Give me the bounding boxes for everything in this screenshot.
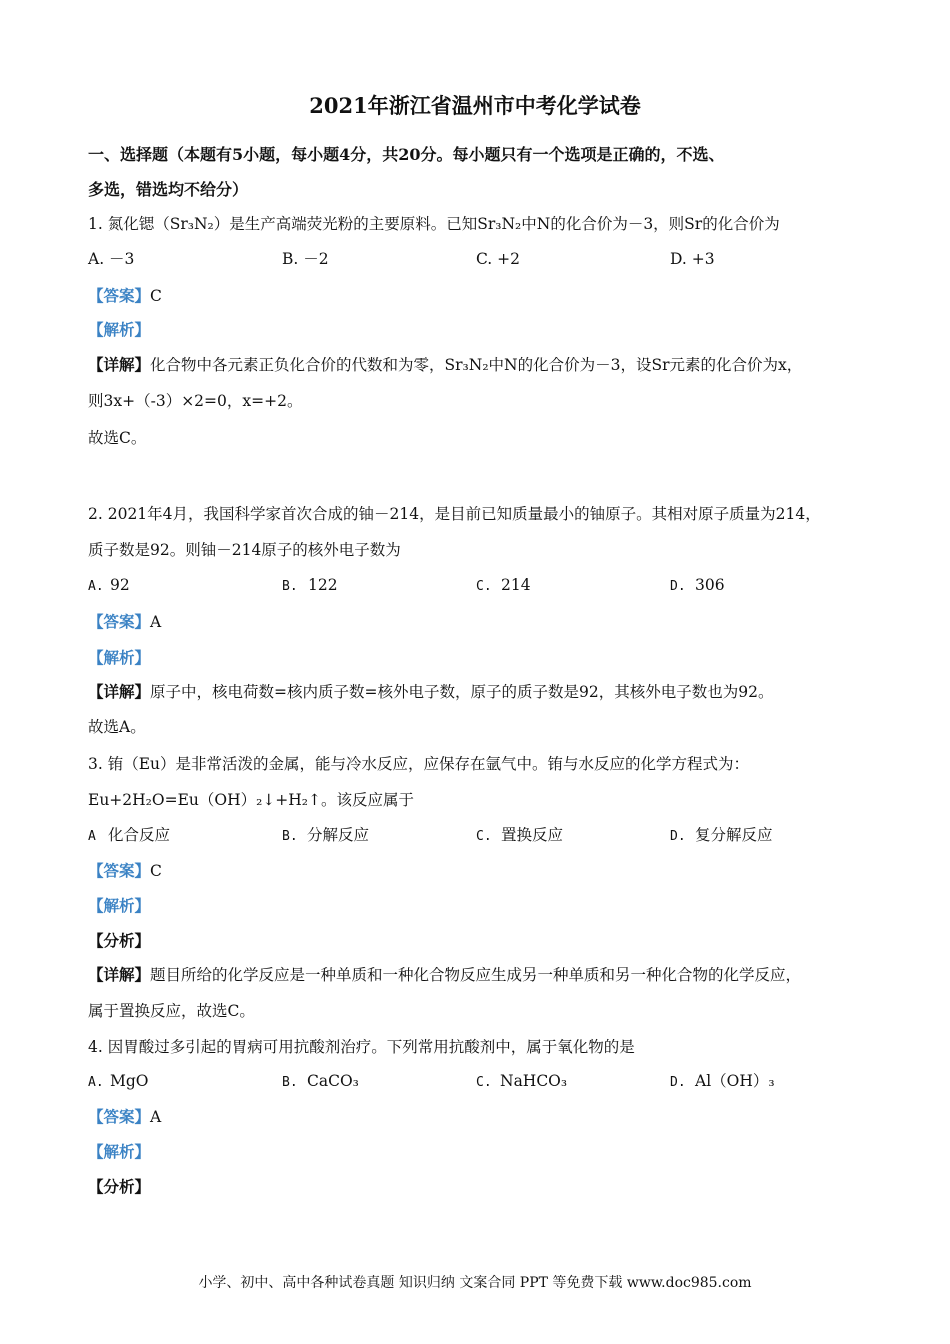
page-title: 2021年浙江省温州市中考化学试卷	[309, 93, 641, 118]
q2-stem-line2: 质子数是92。则铀－214原子的核外电子数为	[88, 541, 401, 559]
q2-detail	[88, 684, 773, 701]
section-heading-line1: 一、选择题（本题有5小题，每小题4分，共20分。每小题只有一个选项是正确的，不选、	[88, 145, 725, 164]
q1-detail-line2: 则3x+（-3）×2=0，x=+2。	[88, 392, 303, 410]
q3-answer	[88, 863, 162, 880]
detail-tag: 【详解】	[88, 682, 151, 701]
q3-fenxi	[88, 933, 150, 950]
q4-option-c-text: NaHCO₃	[500, 1072, 568, 1090]
q1-detail-text: 化合物中各元素正负化合价的代数和为零，Sr₃N₂中N的化合价为－3，设Sr元素的化合价为x，	[150, 356, 803, 374]
q2-option-a-text: 92	[110, 576, 130, 594]
q2-detail-text: 原子中，核电荷数=核内质子数=核外电子数，原子的质子数是92，其核外电子数也为92。	[150, 683, 774, 701]
q1-stem: 1. 氮化锶（Sr₃N₂）是生产高端荧光粉的主要原料。已知Sr₃N₂中N的化合价为－3，则Sr的化合价为	[88, 215, 780, 233]
q4-answer-value: A	[150, 1108, 162, 1126]
section-heading-line2: 多选，错选均不给分）	[88, 180, 249, 199]
answer-tag: 【答案】	[88, 861, 151, 880]
q3-stem-line2: Eu+2H₂O=Eu（OH）₂↓+H₂↑。该反应属于	[88, 791, 415, 809]
q3-option-d-letter: D.	[670, 829, 686, 844]
q3-option-a-text: 化合反应	[108, 826, 171, 844]
q4-option-b-letter: B.	[282, 1075, 298, 1090]
q2-option-d-letter: D.	[670, 579, 686, 594]
q2-answer	[88, 614, 161, 631]
q1-answer	[88, 288, 162, 305]
q3-option-c-text: 置换反应	[501, 826, 564, 844]
q3-option-c-letter: C.	[476, 829, 492, 844]
q4-analysis	[88, 1144, 150, 1161]
q2-option-b-letter: B.	[282, 579, 298, 594]
detail-tag: 【详解】	[88, 355, 151, 374]
q4-option-c-letter: C.	[476, 1075, 492, 1090]
analysis-tag: 【解析】	[88, 1142, 151, 1161]
q4-option-d-letter: D.	[670, 1075, 686, 1090]
q2-option-b-text: 122	[308, 576, 338, 594]
q2-stem-line1: 2. 2021年4月，我国科学家首次合成的铀－214，是目前已知质量最小的铀原子。其相对原子质量为214，	[88, 505, 821, 523]
q1-conclusion: 故选C。	[88, 429, 147, 447]
q3-option-d-text: 复分解反应	[695, 826, 773, 844]
q3-option-b-text: 分解反应	[307, 826, 370, 844]
q4-option-a-text: MgO	[110, 1072, 149, 1090]
q3-detail-line1	[88, 967, 801, 984]
q2-analysis	[88, 650, 150, 667]
q3-option-b-letter: B.	[282, 829, 298, 844]
footer-text: 小学、初中、高中各种试卷真题 知识归纳 文案合同 PPT 等免费下载 www.doc985.com	[198, 1275, 752, 1291]
q4-option-d-text: Al（OH）₃	[695, 1072, 775, 1090]
analysis-tag: 【解析】	[88, 648, 151, 667]
q1-option-a: A. －3	[88, 250, 135, 268]
q4-fenxi	[88, 1179, 150, 1196]
q3-option-a-letter: A	[88, 829, 96, 844]
detail-tag: 【详解】	[88, 965, 151, 984]
q3-analysis	[88, 898, 150, 915]
answer-tag: 【答案】	[88, 1107, 151, 1126]
analysis-tag: 【解析】	[88, 320, 151, 339]
fenxi-tag: 【分析】	[88, 931, 151, 950]
q2-option-c-letter: C.	[476, 579, 492, 594]
q1-option-b: B. －2	[282, 250, 329, 268]
q4-stem: 4. 因胃酸过多引起的胃病可用抗酸剂治疗。下列常用抗酸剂中，属于氧化物的是	[88, 1038, 635, 1056]
q3-detail-line2: 属于置换反应，故选C。	[88, 1002, 255, 1020]
q2-option-c-text: 214	[501, 576, 531, 594]
answer-tag: 【答案】	[88, 612, 151, 631]
q4-answer	[88, 1109, 161, 1126]
q1-option-d: D. +3	[670, 250, 715, 268]
q3-answer-value: C	[150, 862, 162, 880]
q3-detail-text: 题目所给的化学反应是一种单质和一种化合物反应生成另一种单质和另一种化合物的化学反应，	[150, 966, 802, 984]
q2-option-d-text: 306	[695, 576, 725, 594]
q1-answer-value: C	[150, 287, 162, 305]
answer-tag: 【答案】	[88, 286, 151, 305]
analysis-tag: 【解析】	[88, 896, 151, 915]
q1-analysis	[88, 322, 150, 339]
q2-option-a-letter: A.	[88, 579, 104, 594]
q1-option-c: C. +2	[476, 250, 521, 268]
q1-detail-line1	[88, 357, 802, 374]
q4-option-a-letter: A.	[88, 1075, 104, 1090]
fenxi-tag: 【分析】	[88, 1177, 151, 1196]
q2-answer-value: A	[150, 613, 162, 631]
q4-option-b-text: CaCO₃	[307, 1072, 359, 1090]
q2-conclusion: 故选A。	[88, 718, 146, 736]
q3-stem-line1: 3. 铕（Eu）是非常活泼的金属，能与冷水反应，应保存在氩气中。铕与水反应的化学方程式为：	[88, 755, 750, 773]
